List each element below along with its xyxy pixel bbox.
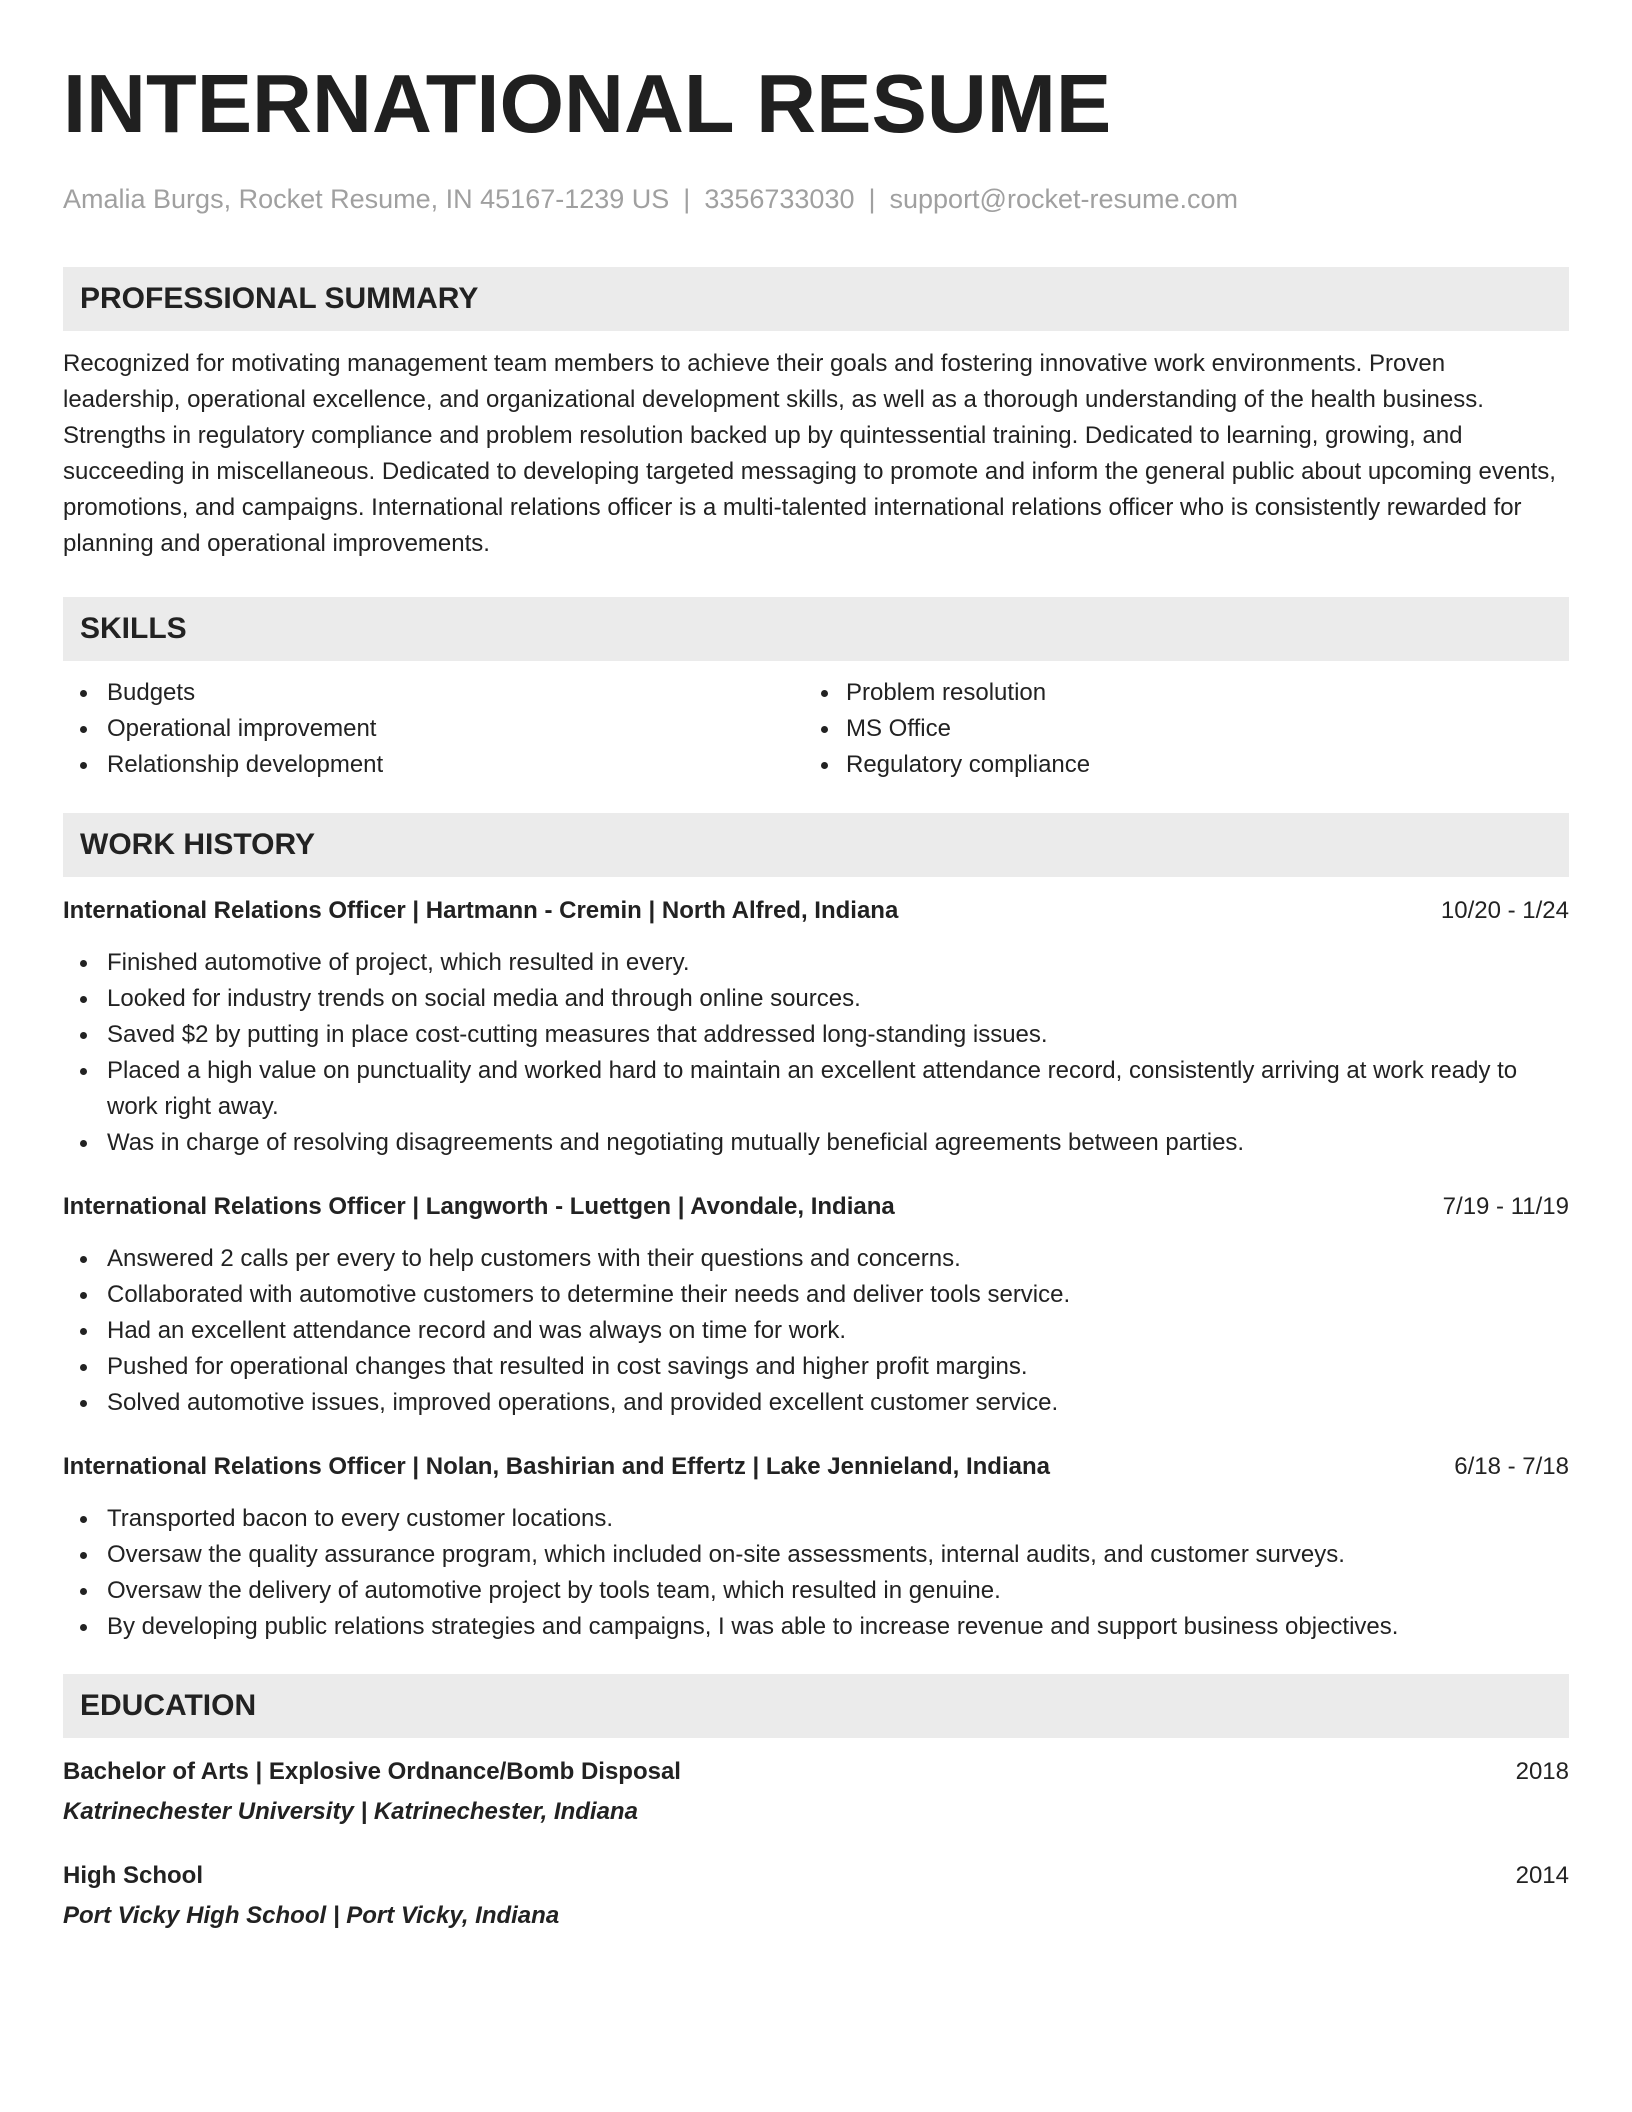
skill-item: Relationship development <box>63 747 816 783</box>
education-degree: High School <box>63 1862 203 1889</box>
job-bullet: Had an excellent attendance record and was always on time for work. <box>63 1313 1549 1349</box>
job-bullet: Pushed for operational changes that resulted in cost savings and higher profit margins. <box>63 1349 1549 1385</box>
education-header <box>63 1858 1569 1894</box>
skill-item: MS Office <box>816 711 1569 747</box>
contact-line <box>63 182 1569 216</box>
education-year: 2018 <box>1515 1758 1569 1785</box>
job-title: International Relations Officer | Nolan, Bashirian and Effertz | Lake Jennieland, Indiana <box>63 1453 1050 1480</box>
education-school: Port Vicky High School | Port Vicky, Indiana <box>63 1902 560 1929</box>
job-bullet: Oversaw the delivery of automotive project by tools team, which resulted in genuine. <box>63 1573 1549 1609</box>
skills-list <box>63 675 1569 783</box>
section-heading-work-history: WORK HISTORY <box>63 813 1569 877</box>
job-bullet: Saved $2 by putting in place cost-cutting measures that addressed long-standing issues. <box>63 1017 1549 1053</box>
job-bullet: Collaborated with automotive customers to determine their needs and deliver tools service. <box>63 1277 1549 1313</box>
job-bullets <box>63 1241 1569 1421</box>
contact-email: support@rocket-resume.com <box>889 184 1239 214</box>
job-bullet: Finished automotive of project, which resulted in every. <box>63 945 1549 981</box>
job-dates: 6/18 - 7/18 <box>1454 1453 1569 1480</box>
education-header <box>63 1754 1569 1790</box>
skill-item: Regulatory compliance <box>816 747 1569 783</box>
job-bullets <box>63 945 1569 1161</box>
education-degree: Bachelor of Arts | Explosive Ordnance/Bomb Disposal <box>63 1758 681 1785</box>
skill-item: Problem resolution <box>816 675 1569 711</box>
job-bullet: Oversaw the quality assurance program, which included on-site assessments, internal audits, and customer surveys. <box>63 1537 1549 1573</box>
education-entry <box>63 1754 1569 1830</box>
job-bullet: Was in charge of resolving disagreements and negotiating mutually beneficial agreements between parties. <box>63 1125 1549 1161</box>
education-school: Katrinechester University | Katrinechester, Indiana <box>63 1798 638 1825</box>
job-entry <box>63 1449 1569 1645</box>
job-bullet: Answered 2 calls per every to help customers with their questions and concerns. <box>63 1241 1549 1277</box>
job-dates: 7/19 - 11/19 <box>1442 1193 1569 1220</box>
job-header <box>63 893 1569 929</box>
education-year: 2014 <box>1515 1862 1569 1889</box>
section-heading-education: EDUCATION <box>63 1674 1569 1738</box>
skills-column-left <box>63 675 816 783</box>
summary-paragraph: Recognized for motivating management team members to achieve their goals and fostering innovative work environments. Proven leadership, operational excellence, and organizational development skills, as well as a thorough understanding of the health business. Strengths in regulatory compliance and problem resolution backed up by quintessential training. Dedicated to learning, growing, and succeeding in miscellaneous. Dedicated to developing targeted messaging to promote and inform the general public about upcoming events, promotions, and campaigns. International relations officer is a multi-talented international relations officer who is consistently rewarded for planning and operational improvements. <box>63 350 1556 557</box>
job-dates: 10/20 - 1/24 <box>1440 897 1569 924</box>
skills-column-right <box>816 675 1569 783</box>
job-header <box>63 1189 1569 1225</box>
job-entry <box>63 893 1569 1161</box>
job-bullet: Transported bacon to every customer locations. <box>63 1501 1549 1537</box>
job-header <box>63 1449 1569 1485</box>
job-title: International Relations Officer | Langworth - Luettgen | Avondale, Indiana <box>63 1193 895 1220</box>
contact-address: Amalia Burgs, Rocket Resume, IN 45167-1239 US <box>63 184 670 214</box>
contact-phone: 3356733030 <box>704 184 855 214</box>
skill-item: Operational improvement <box>63 711 816 747</box>
job-bullet: Placed a high value on punctuality and worked hard to maintain an excellent attendance record, consistently arriving at work ready to work right away. <box>63 1053 1549 1125</box>
job-bullet: Looked for industry trends on social media and through online sources. <box>63 981 1549 1017</box>
job-bullets <box>63 1501 1569 1645</box>
education-entry <box>63 1858 1569 1934</box>
skill-item: Budgets <box>63 675 816 711</box>
job-entry <box>63 1189 1569 1421</box>
job-bullet: Solved automotive issues, improved operations, and provided excellent customer service. <box>63 1385 1549 1421</box>
job-bullet: By developing public relations strategies and campaigns, I was able to increase revenue and support business objectives. <box>63 1609 1549 1645</box>
contact-separator: | <box>683 184 691 214</box>
job-title: International Relations Officer | Hartmann - Cremin | North Alfred, Indiana <box>63 897 899 924</box>
contact-separator: | <box>868 184 876 214</box>
resume-title: INTERNATIONAL RESUME <box>63 57 1112 150</box>
section-heading-skills: SKILLS <box>63 597 1569 661</box>
section-heading-summary: PROFESSIONAL SUMMARY <box>63 267 1569 331</box>
